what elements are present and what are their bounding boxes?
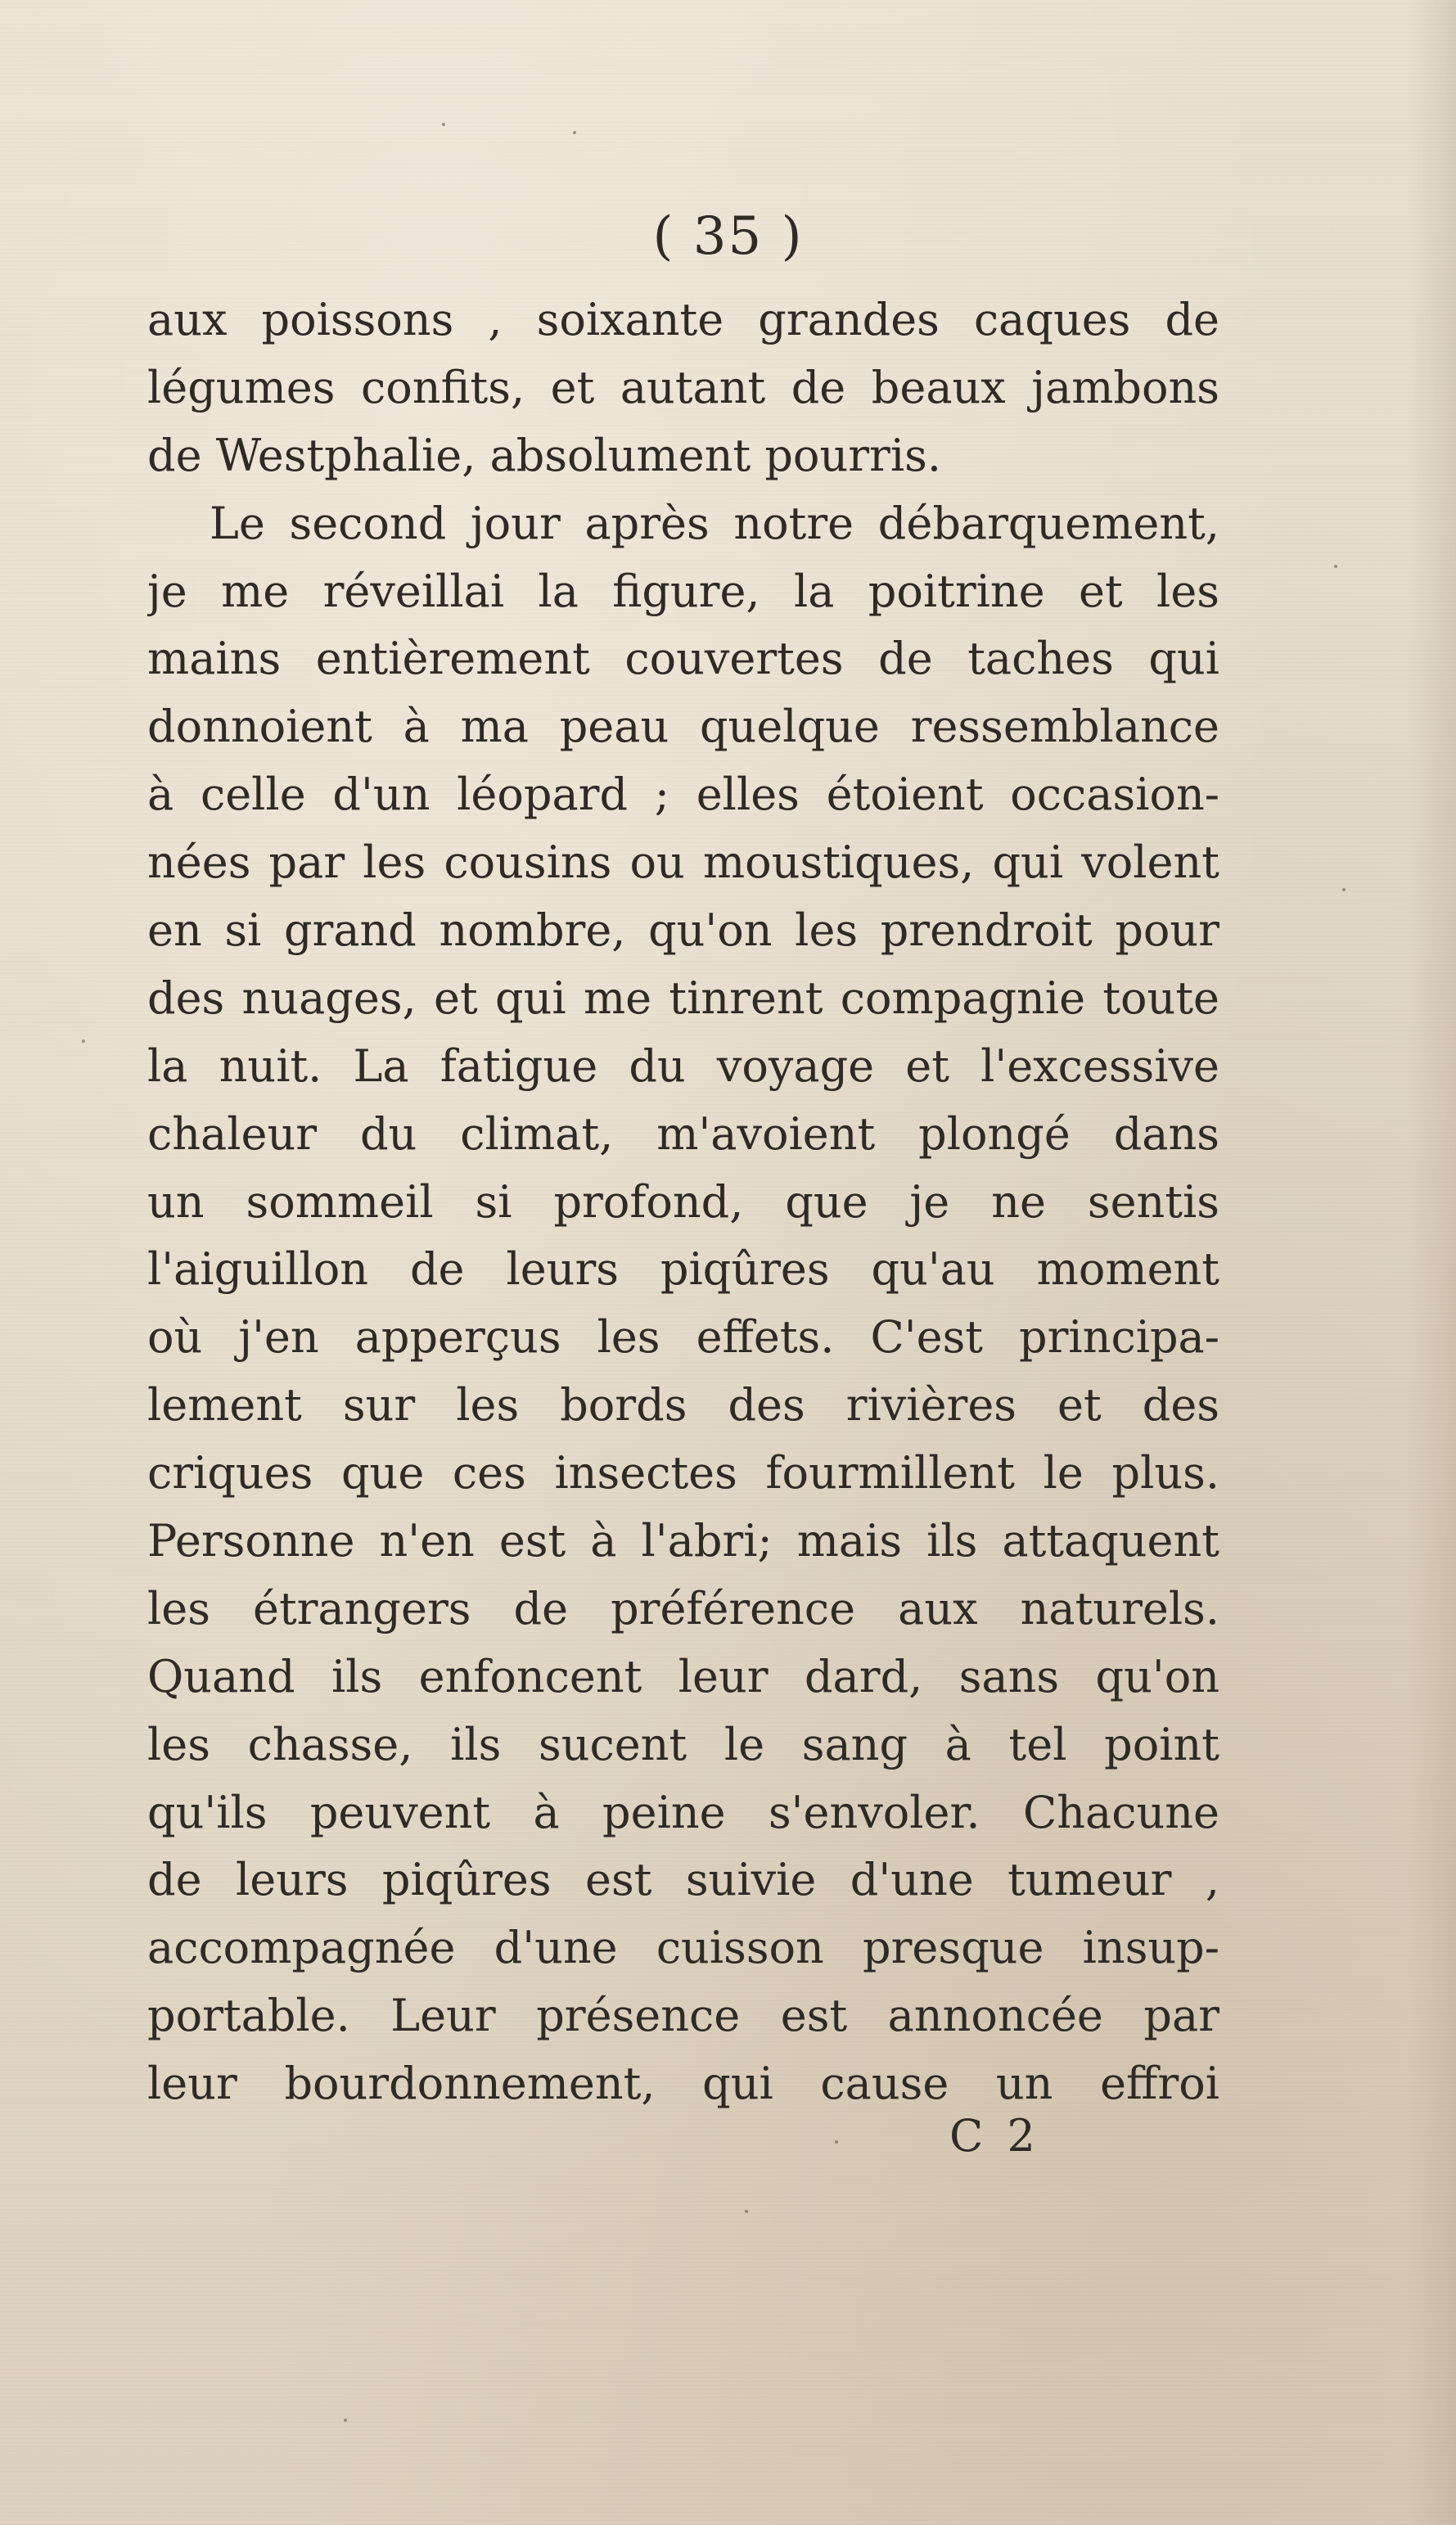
paper-speck bbox=[344, 2419, 347, 2422]
text-line: la nuit. La fatigue du voyage et l'excessive bbox=[147, 1039, 1219, 1092]
text-line: Quand ils enfoncent leur dard, sans qu'on bbox=[147, 1650, 1219, 1702]
text-line: qu'ils peuvent à peine s'envoler. Chacune bbox=[147, 1786, 1219, 1838]
text-line: criques que ces insectes fourmillent le plus. bbox=[147, 1447, 1219, 1499]
paper-speck bbox=[82, 1039, 85, 1043]
text-line: légumes confits, et autant de beaux jambons bbox=[147, 361, 1219, 413]
text-line: l'aiguillon de leurs piqûres qu'au moment bbox=[147, 1243, 1219, 1296]
text-line: je me réveillai la figure, la poitrine et les bbox=[147, 565, 1219, 617]
text-line: en si grand nombre, qu'on les prendroit pour bbox=[147, 904, 1219, 957]
paper-speck bbox=[835, 2140, 838, 2144]
page-edge-shadow bbox=[1407, 0, 1456, 2525]
text-line: accompagnée d'une cuisson presque insup- bbox=[147, 1922, 1219, 1974]
text-line: les chasse, ils sucent le sang à tel point bbox=[147, 1718, 1219, 1770]
text-line: portable. Leur présence est annoncée par bbox=[147, 1990, 1219, 2042]
page-number: ( 35 ) bbox=[652, 206, 804, 267]
text-line: aux poissons , soixante grandes caques de bbox=[147, 294, 1219, 345]
text-line: nées par les cousins ou moustiques, qui volent bbox=[147, 836, 1219, 889]
text-line: Le second jour après notre débarquement, bbox=[210, 497, 1219, 549]
text-line: de leurs piqûres est suivie d'une tumeur , bbox=[147, 1854, 1219, 1906]
text-line: leur bourdonnement, qui cause un effroi bbox=[147, 2058, 1219, 2110]
text-line: de Westphalie, absolument pourris. bbox=[147, 429, 941, 481]
paper-speck bbox=[442, 123, 445, 126]
text-line: les étrangers de préférence aux naturels. bbox=[147, 1582, 1219, 1634]
text-line: lement sur les bords des rivières et des bbox=[147, 1379, 1219, 1432]
text-line: un sommeil si profond, que je ne sentis bbox=[147, 1175, 1219, 1228]
paper-speck bbox=[745, 2210, 748, 2213]
text-line: des nuages, et qui me tinrent compagnie toute bbox=[147, 972, 1219, 1024]
paper-speck bbox=[1342, 888, 1346, 891]
text-line: chaleur du climat, m'avoient plongé dans bbox=[147, 1107, 1219, 1160]
text-line: donnoient à ma peau quelque ressemblance bbox=[147, 701, 1219, 753]
text-line: où j'en apperçus les effets. C'est principa- bbox=[147, 1311, 1219, 1364]
text-line: à celle d'un léopard ; elles étoient occasion- bbox=[147, 769, 1219, 821]
paper-speck bbox=[1334, 565, 1337, 568]
paper-speck bbox=[573, 131, 576, 134]
text-line: mains entièrement couvertes de taches qui bbox=[147, 633, 1219, 685]
body-text bbox=[147, 286, 1219, 2118]
text-line: Personne n'en est à l'abri; mais ils attaquent bbox=[147, 1515, 1219, 1567]
signature-mark: C 2 bbox=[949, 2110, 1040, 2162]
